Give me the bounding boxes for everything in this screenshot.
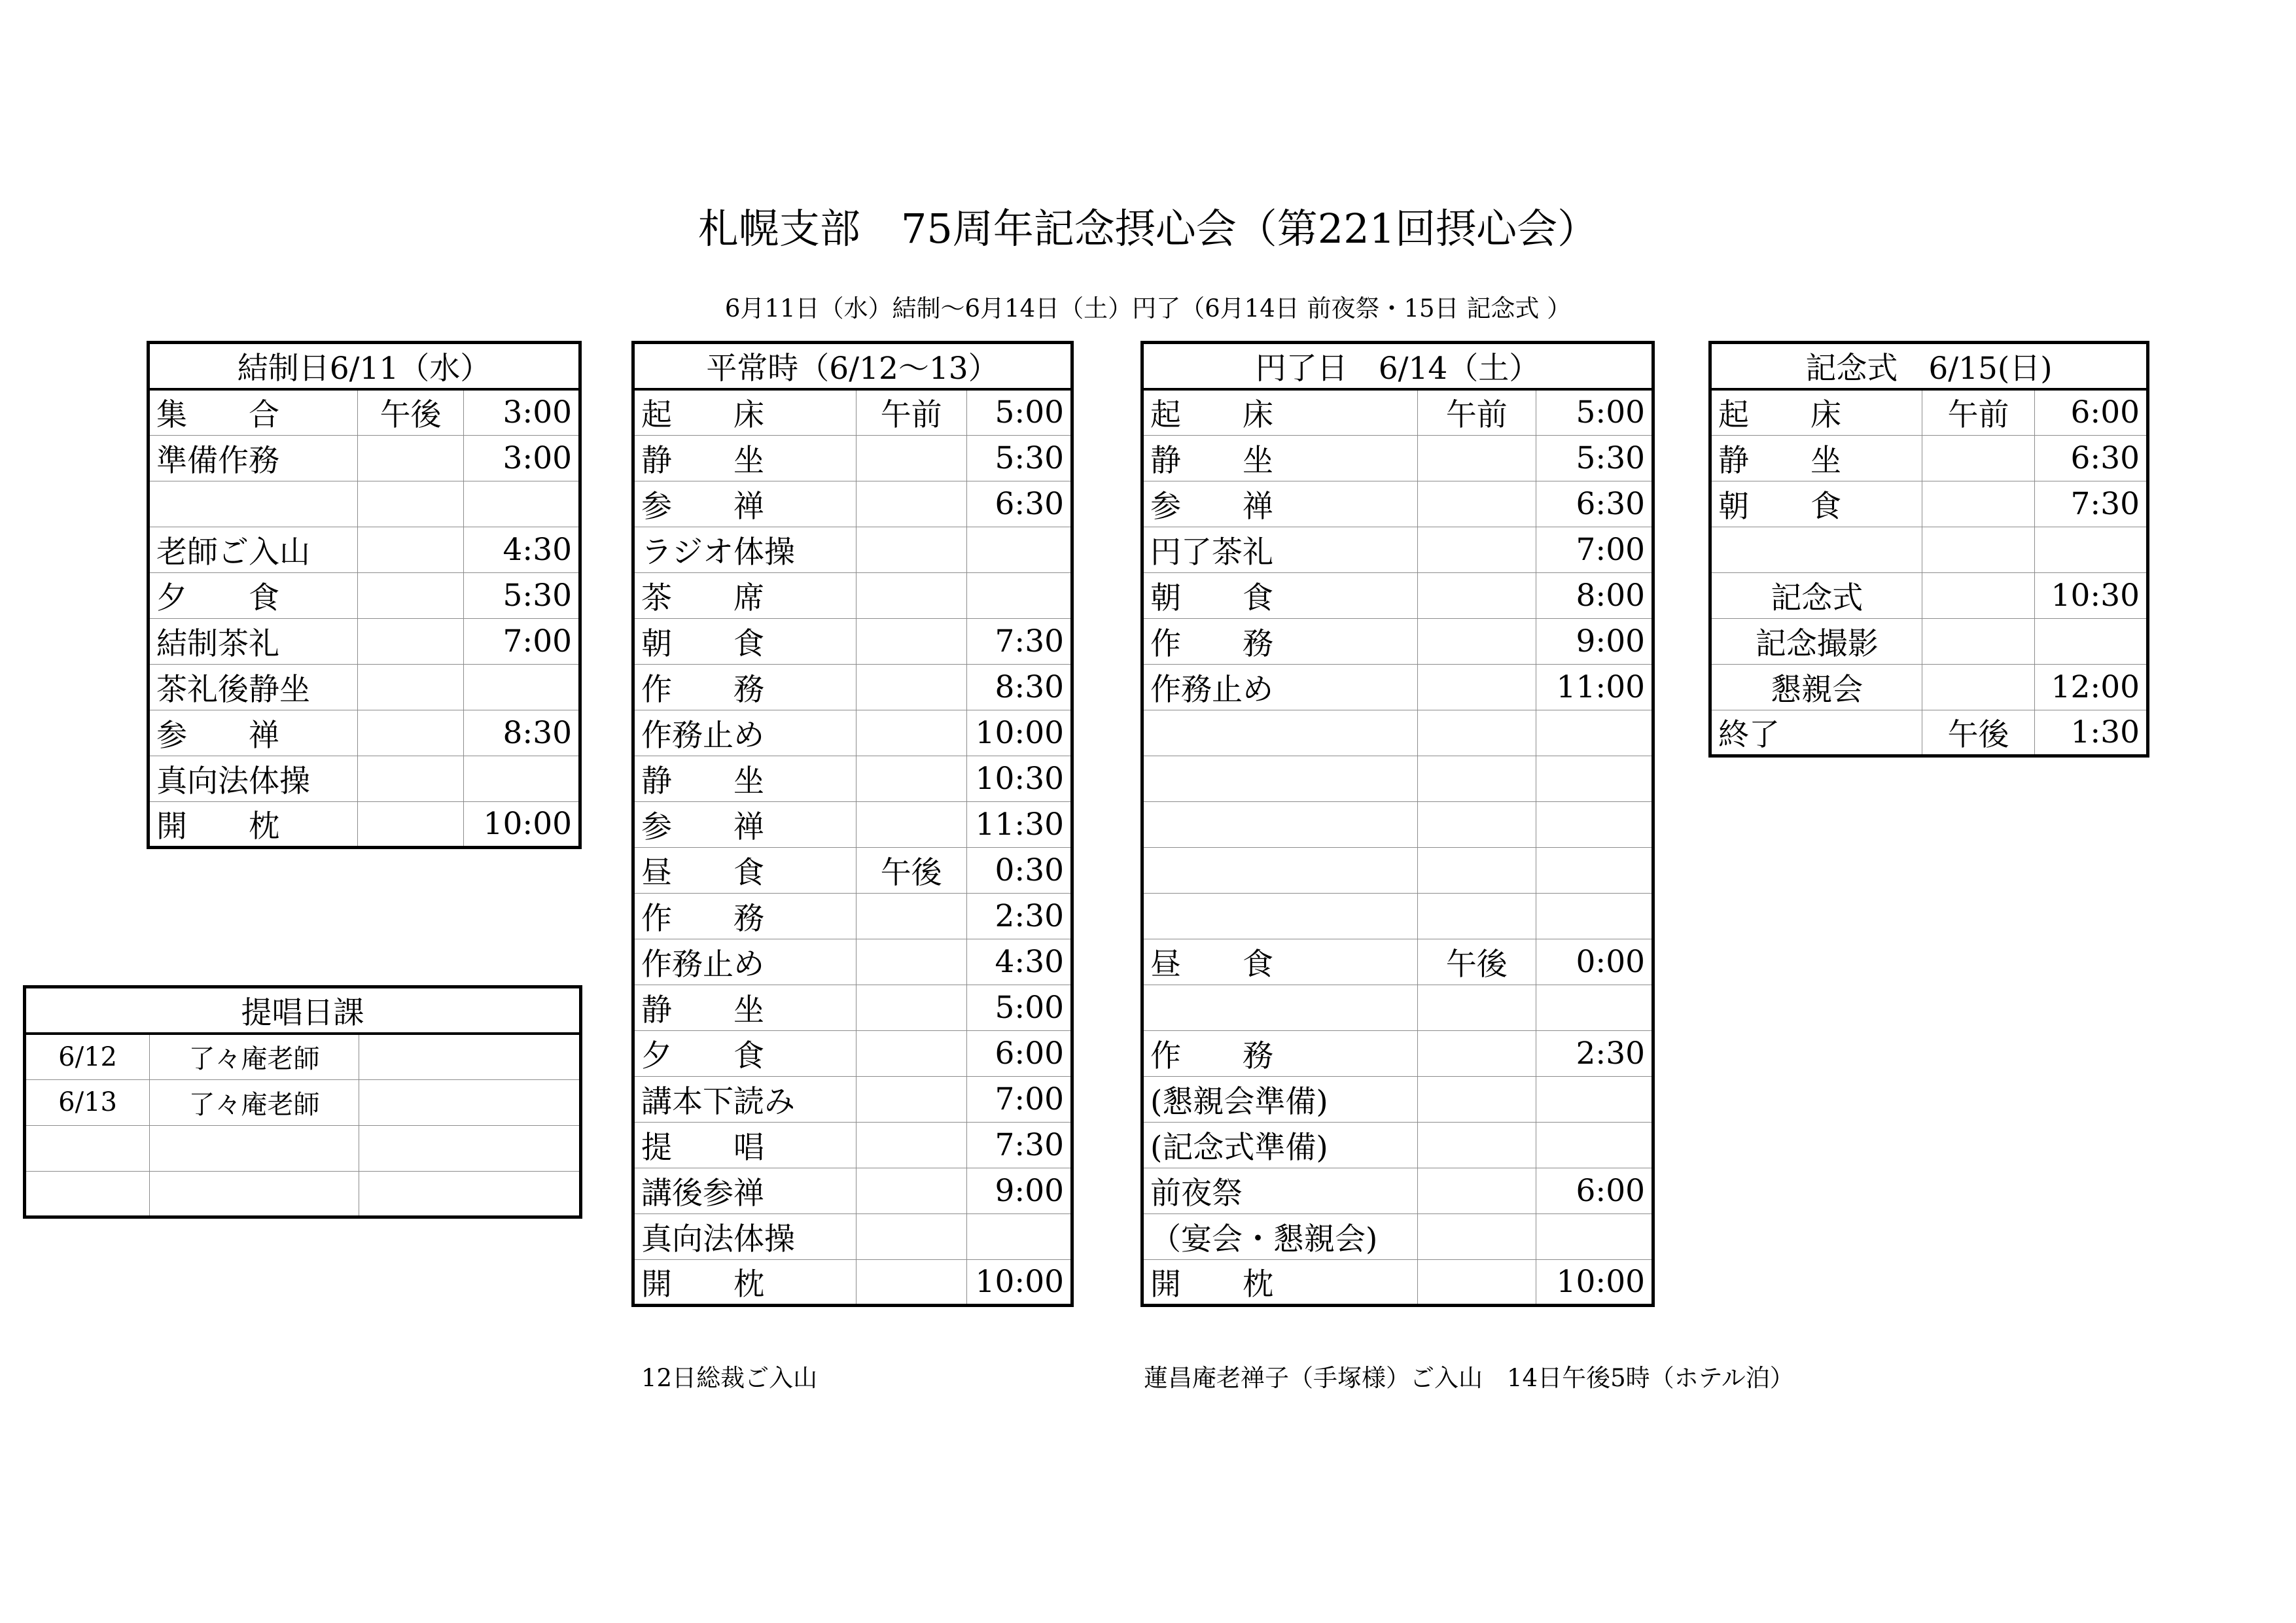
ampm-label [856,893,966,939]
time-value [1536,801,1653,847]
activity-label: 昼 食 [633,847,857,893]
schedule-table-kessei [147,341,582,849]
ampm-label [856,1168,966,1213]
time-value: 8:30 [463,710,580,756]
activity-label: 起 床 [1710,389,1922,435]
table-row [633,893,1072,939]
activity-label: （宴会・懇親会) [1142,1213,1418,1259]
time-value [1536,847,1653,893]
ampm-label: 午前 [1922,389,2034,435]
time-value: 7:30 [966,618,1072,664]
activity-label [1142,893,1418,939]
time-value: 6:30 [2034,435,2147,481]
table-row [1142,1213,1653,1259]
ampm-label [1417,572,1536,618]
time-value: 11:00 [1536,664,1653,710]
time-value: 12:00 [2034,664,2147,710]
time-value: 10:30 [966,756,1072,801]
activity-label: 茶礼後静坐 [149,664,358,710]
table-row [633,481,1072,527]
ampm-label [1922,618,2034,664]
time-value: 6:00 [2034,389,2147,435]
ampm-label [1417,801,1536,847]
ampm-label [1417,1076,1536,1122]
time-value [463,481,580,527]
ampm-label [856,1259,966,1305]
teisho-note [359,1079,580,1125]
table-row [633,939,1072,985]
table-row [1142,527,1653,572]
time-value: 11:30 [966,801,1072,847]
time-value [1536,756,1653,801]
ampm-label: 午後 [1922,710,2034,756]
time-value: 5:30 [1536,435,1653,481]
activity-label: 静 坐 [633,756,857,801]
table-row [149,572,580,618]
table-row [25,1034,581,1079]
activity-label: 作 務 [633,893,857,939]
table-row [25,1079,581,1125]
activity-label: 作務止め [633,939,857,985]
activity-label: 静 坐 [1710,435,1922,481]
activity-label: 集 合 [149,389,358,435]
time-value: 7:00 [966,1076,1072,1122]
ampm-label [358,572,463,618]
ampm-label [856,801,966,847]
activity-label: 静 坐 [633,985,857,1030]
table-row [633,389,1072,435]
activity-label: 前夜祭 [1142,1168,1418,1213]
activity-label: ラジオ体操 [633,527,857,572]
activity-label: 参 禅 [1142,481,1418,527]
ampm-label [358,481,463,527]
table-row [633,435,1072,481]
time-value: 5:00 [1536,389,1653,435]
ampm-label [1417,985,1536,1030]
table-row [149,481,580,527]
table-row [1142,481,1653,527]
time-value: 3:00 [463,389,580,435]
activity-label: 記念撮影 [1710,618,1922,664]
activity-label: 夕 食 [149,572,358,618]
ampm-label: 午前 [1417,389,1536,435]
table-row [1142,893,1653,939]
ampm-label [358,801,463,847]
page-title: 札幌支部 75周年記念摂心会（第221回摂心会） [698,205,1598,253]
time-value: 2:30 [1536,1030,1653,1076]
table-row [633,618,1072,664]
table-body [1710,389,2148,756]
time-value [966,527,1072,572]
table-row [149,756,580,801]
time-value: 1:30 [2034,710,2147,756]
ampm-label [358,756,463,801]
table-header: 平常時（6/12～13） [633,343,1072,390]
time-value: 7:30 [966,1122,1072,1168]
ampm-label [856,1122,966,1168]
ampm-label [856,939,966,985]
table-body [1142,389,1653,1305]
ampm-label [358,618,463,664]
ampm-label [1417,1259,1536,1305]
activity-label: 参 禅 [149,710,358,756]
time-value: 10:00 [966,710,1072,756]
activity-label: 懇親会 [1710,664,1922,710]
table-row [1710,389,2148,435]
ampm-label [1417,1030,1536,1076]
teisho-roshi [150,1125,359,1171]
activity-label: 講後参禅 [633,1168,857,1213]
table-row [1142,710,1653,756]
activity-label [1142,756,1418,801]
table-row [1710,664,2148,710]
activity-label: 結制茶礼 [149,618,358,664]
table-row [1710,572,2148,618]
time-value: 9:00 [966,1168,1072,1213]
table-row [1142,1076,1653,1122]
teisho-date [25,1125,150,1171]
time-value: 5:00 [966,389,1072,435]
table-header: 提唱日課 [25,987,581,1034]
time-value: 9:00 [1536,618,1653,664]
ampm-label [856,1213,966,1259]
table-row [1710,435,2148,481]
table-row [149,527,580,572]
schedule-table-kinenshiki [1708,341,2149,758]
time-value: 7:30 [2034,481,2147,527]
teisho-roshi: 了々庵老師 [150,1034,359,1079]
table-row [633,1076,1072,1122]
time-value [1536,710,1653,756]
ampm-label [358,710,463,756]
table-row [1710,527,2148,572]
table-row [1142,1122,1653,1168]
time-value [1536,985,1653,1030]
ampm-label [1417,481,1536,527]
activity-label: 静 坐 [633,435,857,481]
activity-label: 真向法体操 [633,1213,857,1259]
time-value: 0:00 [1536,939,1653,985]
time-value: 6:30 [1536,481,1653,527]
time-value [1536,1213,1653,1259]
activity-label: 起 床 [1142,389,1418,435]
ampm-label [358,664,463,710]
activity-label: 作務止め [633,710,857,756]
ampm-label [1417,1122,1536,1168]
teisho-table [23,985,582,1219]
activity-label: 老師ご入山 [149,527,358,572]
table-row [25,1171,581,1217]
table-header: 記念式 6/15(日) [1710,343,2148,390]
table-row [633,1168,1072,1213]
time-value: 6:00 [966,1030,1072,1076]
table-row [1142,1168,1653,1213]
note-right: 蓮昌庵老禅子（手塚様）ご入山 14日午後5時（ホテル泊） [1144,1364,1794,1392]
time-value: 10:00 [463,801,580,847]
table-row [633,1213,1072,1259]
table-row [633,801,1072,847]
table-body [25,1034,581,1217]
teisho-date [25,1171,150,1217]
table-row [149,435,580,481]
time-value: 7:00 [463,618,580,664]
ampm-label [1417,847,1536,893]
ampm-label [1417,1213,1536,1259]
ampm-label: 午前 [856,389,966,435]
time-value: 6:00 [1536,1168,1653,1213]
activity-label: (記念式準備) [1142,1122,1418,1168]
time-value: 8:00 [1536,572,1653,618]
table-row [633,1030,1072,1076]
ampm-label [856,710,966,756]
time-value [463,756,580,801]
ampm-label [856,756,966,801]
ampm-label [358,527,463,572]
table-row [1142,847,1653,893]
teisho-date: 6/13 [25,1079,150,1125]
time-value: 4:30 [966,939,1072,985]
teisho-date: 6/12 [25,1034,150,1079]
ampm-label [1417,756,1536,801]
schedule-table-regular [631,341,1074,1307]
activity-label: 朝 食 [633,618,857,664]
time-value: 10:00 [1536,1259,1653,1305]
table-row [1142,1030,1653,1076]
ampm-label: 午後 [856,847,966,893]
table-row [1142,572,1653,618]
table-row [1710,481,2148,527]
table-row [25,1125,581,1171]
activity-label: 作 務 [633,664,857,710]
ampm-label [1922,435,2034,481]
ampm-label [1417,710,1536,756]
ampm-label [856,664,966,710]
time-value: 2:30 [966,893,1072,939]
table-row [633,1259,1072,1305]
time-value: 5:30 [463,572,580,618]
teisho-note [359,1034,580,1079]
ampm-label [856,572,966,618]
activity-label: 作 務 [1142,1030,1418,1076]
table-body [149,389,580,847]
table-row [1142,1259,1653,1305]
time-value: 0:30 [966,847,1072,893]
time-value [1536,1076,1653,1122]
teisho-roshi [150,1171,359,1217]
activity-label: 作 務 [1142,618,1418,664]
time-value [463,664,580,710]
table-row [149,801,580,847]
time-value [966,1213,1072,1259]
table-row [1142,985,1653,1030]
activity-label: 円了茶礼 [1142,527,1418,572]
table-row [633,847,1072,893]
table-row [1142,939,1653,985]
time-value [1536,1122,1653,1168]
table-header: 結制日6/11（水） [149,343,580,390]
time-value: 7:00 [1536,527,1653,572]
ampm-label: 午後 [358,389,463,435]
ampm-label [856,985,966,1030]
activity-label [1142,801,1418,847]
ampm-label [856,1076,966,1122]
time-value [2034,618,2147,664]
ampm-label [1417,664,1536,710]
time-value: 4:30 [463,527,580,572]
activity-label: 提 唱 [633,1122,857,1168]
activity-label: 朝 食 [1142,572,1418,618]
table-row [1142,435,1653,481]
activity-label: 講本下読み [633,1076,857,1122]
ampm-label [1417,893,1536,939]
activity-label [1710,527,1922,572]
time-value: 10:00 [966,1259,1072,1305]
ampm-label [1417,527,1536,572]
time-value: 10:30 [2034,572,2147,618]
time-value: 3:00 [463,435,580,481]
ampm-label [1417,1168,1536,1213]
ampm-label [856,481,966,527]
activity-label [1142,710,1418,756]
activity-label: 開 枕 [1142,1259,1418,1305]
table-row [633,1122,1072,1168]
ampm-label [1922,664,2034,710]
table-row [633,756,1072,801]
activity-label: 記念式 [1710,572,1922,618]
table-header: 円了日 6/14（土） [1142,343,1653,390]
table-row [149,710,580,756]
ampm-label [358,435,463,481]
activity-label: 茶 席 [633,572,857,618]
ampm-label [856,618,966,664]
table-row [1142,618,1653,664]
ampm-label [856,1030,966,1076]
table-row [149,389,580,435]
activity-label: 作務止め [1142,664,1418,710]
table-row [1142,389,1653,435]
table-row [1142,801,1653,847]
teisho-note [359,1171,580,1217]
activity-label: 昼 食 [1142,939,1418,985]
table-row [633,985,1072,1030]
schedule-table-enryo [1140,341,1655,1307]
activity-label: 参 禅 [633,481,857,527]
table-row [633,527,1072,572]
activity-label: 真向法体操 [149,756,358,801]
time-value [1536,893,1653,939]
activity-label: 準備作務 [149,435,358,481]
table-row [149,618,580,664]
activity-label [149,481,358,527]
activity-label: 静 坐 [1142,435,1418,481]
time-value [2034,527,2147,572]
ampm-label [1417,618,1536,664]
activity-label: 開 枕 [633,1259,857,1305]
activity-label: 起 床 [633,389,857,435]
activity-label [1142,985,1418,1030]
time-value: 8:30 [966,664,1072,710]
table-row [633,664,1072,710]
table-row [633,710,1072,756]
activity-label: 終了 [1710,710,1922,756]
activity-label: (懇親会準備) [1142,1076,1418,1122]
activity-label: 開 枕 [149,801,358,847]
activity-label: 参 禅 [633,801,857,847]
ampm-label [856,527,966,572]
note-left: 12日総裁ご入山 [641,1364,818,1392]
activity-label [1142,847,1418,893]
teisho-note [359,1125,580,1171]
table-row [1710,710,2148,756]
ampm-label: 午後 [1417,939,1536,985]
activity-label: 夕 食 [633,1030,857,1076]
table-row [149,664,580,710]
activity-label: 朝 食 [1710,481,1922,527]
ampm-label [1922,481,2034,527]
table-row [633,572,1072,618]
ampm-label [1922,572,2034,618]
teisho-roshi: 了々庵老師 [150,1079,359,1125]
table-row [1142,756,1653,801]
page-subtitle: 6月11日（水）結制～6月14日（土）円了（6月14日 前夜祭・15日 記念式 ） [724,294,1572,323]
time-value: 5:00 [966,985,1072,1030]
time-value: 5:30 [966,435,1072,481]
ampm-label [1922,527,2034,572]
time-value: 6:30 [966,481,1072,527]
ampm-label [856,435,966,481]
table-row [1710,618,2148,664]
ampm-label [1417,435,1536,481]
time-value [966,572,1072,618]
table-body [633,389,1072,1305]
table-row [1142,664,1653,710]
